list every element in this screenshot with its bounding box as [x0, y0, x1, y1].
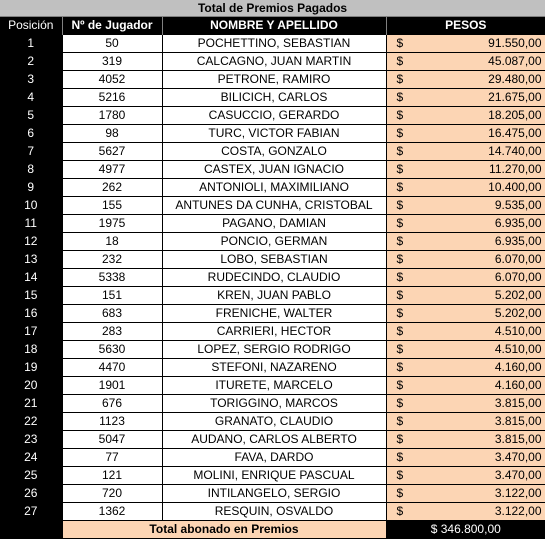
total-blank-cell [0, 521, 62, 539]
table-row [0, 485, 545, 503]
amount-cell [386, 89, 545, 107]
position-cell: 23 [0, 431, 62, 449]
amount-cell [386, 359, 545, 377]
amount-cell [386, 71, 545, 89]
amount-cell [386, 107, 545, 125]
table-row [0, 179, 545, 197]
amount-value: 10.400,00 [488, 180, 542, 194]
amount-value: 45.087,00 [488, 54, 542, 68]
amount-value: 3.122,00 [494, 504, 542, 518]
table-row [0, 431, 545, 449]
position-cell: 27 [0, 503, 62, 521]
amount-cell [386, 377, 545, 395]
player-number-cell: 1362 [62, 503, 162, 521]
currency-symbol: $ [396, 486, 404, 500]
player-name-cell: INTILANGELO, SERGIO [162, 485, 386, 503]
amount-cell [386, 143, 545, 161]
player-name-cell: POCHETTINO, SEBASTIAN [162, 35, 386, 53]
player-number-cell: 1975 [62, 215, 162, 233]
player-name-cell: PETRONE, RAMIRO [162, 71, 386, 89]
currency-symbol: $ [396, 450, 404, 464]
player-name-cell: ITURETE, MARCELO [162, 377, 386, 395]
player-number-cell: 18 [62, 233, 162, 251]
position-cell: 18 [0, 341, 62, 359]
table-row [0, 449, 545, 467]
table-row [0, 413, 545, 431]
amount-value: 5.202,00 [494, 306, 542, 320]
table-row [0, 107, 545, 125]
position-cell: 2 [0, 53, 62, 71]
amount-value: 14.740,00 [488, 144, 542, 158]
table-row [0, 197, 545, 215]
table-row [0, 377, 545, 395]
currency-symbol: $ [396, 180, 404, 194]
amount-cell [386, 287, 545, 305]
amount-cell [386, 35, 545, 53]
position-cell: 6 [0, 125, 62, 143]
player-name-cell: BILICICH, CARLOS [162, 89, 386, 107]
table-row [0, 503, 545, 521]
amount-value: 18.205,00 [488, 108, 542, 122]
currency-symbol: $ [396, 252, 404, 266]
player-name-cell: ANTONIOLI, MAXIMILIANO [162, 179, 386, 197]
table-row [0, 269, 545, 287]
currency-symbol: $ [396, 36, 404, 50]
currency-symbol: $ [396, 468, 404, 482]
currency-symbol: $ [396, 162, 404, 176]
total-label: Total abonado en Premios [62, 521, 386, 539]
table-row [0, 233, 545, 251]
currency-symbol: $ [396, 306, 404, 320]
table-row [0, 215, 545, 233]
player-number-cell: 4052 [62, 71, 162, 89]
amount-cell [386, 485, 545, 503]
header-jugador: Nº de Jugador [62, 17, 162, 35]
currency-symbol: $ [396, 72, 404, 86]
player-number-cell: 319 [62, 53, 162, 71]
amount-cell [386, 161, 545, 179]
amount-cell [386, 467, 545, 485]
position-cell: 24 [0, 449, 62, 467]
amount-cell [386, 53, 545, 71]
player-name-cell: TURC, VICTOR FABIAN [162, 125, 386, 143]
header-nombre: NOMBRE Y APELLIDO [162, 17, 386, 35]
position-cell: 3 [0, 71, 62, 89]
amount-value: 3.122,00 [494, 486, 542, 500]
amount-cell [386, 125, 545, 143]
position-cell: 25 [0, 467, 62, 485]
amount-cell [386, 215, 545, 233]
player-name-cell: FRENICHE, WALTER [162, 305, 386, 323]
player-number-cell: 4470 [62, 359, 162, 377]
player-number-cell: 283 [62, 323, 162, 341]
header-row [0, 17, 545, 35]
amount-cell [386, 179, 545, 197]
position-cell: 4 [0, 89, 62, 107]
player-name-cell: PAGANO, DAMIAN [162, 215, 386, 233]
player-number-cell: 155 [62, 197, 162, 215]
position-cell: 16 [0, 305, 62, 323]
player-name-cell: AUDANO, CARLOS ALBERTO [162, 431, 386, 449]
amount-cell [386, 233, 545, 251]
position-cell: 10 [0, 197, 62, 215]
position-cell: 22 [0, 413, 62, 431]
amount-cell [386, 323, 545, 341]
amount-value: 4.510,00 [494, 342, 542, 356]
table-row [0, 161, 545, 179]
amount-value: 29.480,00 [488, 72, 542, 86]
player-name-cell: RUDECINDO, CLAUDIO [162, 269, 386, 287]
currency-symbol: $ [396, 270, 404, 284]
table-row [0, 467, 545, 485]
amount-value: 3.470,00 [494, 450, 542, 464]
table-row [0, 143, 545, 161]
position-cell: 26 [0, 485, 62, 503]
position-cell: 7 [0, 143, 62, 161]
amount-value: 11.270,00 [489, 162, 542, 176]
player-number-cell: 5338 [62, 269, 162, 287]
position-cell: 13 [0, 251, 62, 269]
player-name-cell: LOPEZ, SERGIO RODRIGO [162, 341, 386, 359]
player-number-cell: 50 [62, 35, 162, 53]
player-name-cell: MOLINI, ENRIQUE PASCUAL [162, 467, 386, 485]
amount-cell [386, 341, 545, 359]
amount-value: 5.202,00 [494, 288, 542, 302]
position-cell: 15 [0, 287, 62, 305]
currency-symbol: $ [396, 432, 404, 446]
player-number-cell: 4977 [62, 161, 162, 179]
amount-cell [386, 251, 545, 269]
currency-symbol: $ [396, 198, 404, 212]
currency-symbol: $ [396, 504, 404, 518]
amount-cell [386, 503, 545, 521]
amount-cell [386, 431, 545, 449]
player-name-cell: ANTUNES DA CUNHA, CRISTOBAL [162, 197, 386, 215]
table-row [0, 359, 545, 377]
amount-value: 3.815,00 [494, 432, 542, 446]
player-number-cell: 5630 [62, 341, 162, 359]
currency-symbol: $ [396, 360, 404, 374]
player-number-cell: 5216 [62, 89, 162, 107]
amount-value: 3.815,00 [494, 414, 542, 428]
table-title: Total de Premios Pagados [0, 0, 545, 17]
table-row [0, 71, 545, 89]
currency-symbol: $ [396, 396, 404, 410]
position-cell: 9 [0, 179, 62, 197]
table-row [0, 323, 545, 341]
currency-symbol: $ [396, 54, 404, 68]
position-cell: 8 [0, 161, 62, 179]
player-name-cell: CASTEX, JUAN IGNACIO [162, 161, 386, 179]
header-posicion: Posición [0, 17, 62, 35]
amount-value: 4.510,00 [494, 324, 542, 338]
table-row [0, 287, 545, 305]
currency-symbol: $ [396, 216, 404, 230]
player-name-cell: PONCIO, GERMAN [162, 233, 386, 251]
player-number-cell: 683 [62, 305, 162, 323]
player-number-cell: 720 [62, 485, 162, 503]
table-row [0, 89, 545, 107]
player-number-cell: 262 [62, 179, 162, 197]
position-cell: 1 [0, 35, 62, 53]
player-number-cell: 151 [62, 287, 162, 305]
currency-symbol: $ [396, 234, 404, 248]
table-row [0, 35, 545, 53]
amount-value: 21.675,00 [488, 90, 542, 104]
amount-cell [386, 305, 545, 323]
player-name-cell: LOBO, SEBASTIAN [162, 251, 386, 269]
table-row [0, 395, 545, 413]
player-number-cell: 5047 [62, 431, 162, 449]
amount-value: 3.470,00 [494, 468, 542, 482]
position-cell: 14 [0, 269, 62, 287]
player-number-cell: 1901 [62, 377, 162, 395]
amount-value: 6.935,00 [494, 234, 542, 248]
player-number-cell: 98 [62, 125, 162, 143]
amount-cell [386, 197, 545, 215]
title-row [0, 0, 545, 17]
player-name-cell: COSTA, GONZALO [162, 143, 386, 161]
player-number-cell: 121 [62, 467, 162, 485]
amount-cell [386, 413, 545, 431]
table-body [0, 35, 545, 521]
position-cell: 11 [0, 215, 62, 233]
position-cell: 20 [0, 377, 62, 395]
amount-value: 4.160,00 [494, 378, 542, 392]
table-row [0, 341, 545, 359]
amount-value: 6.935,00 [494, 216, 542, 230]
table-row [0, 125, 545, 143]
amount-value: 91.550,00 [488, 36, 542, 50]
position-cell: 21 [0, 395, 62, 413]
amount-cell [386, 395, 545, 413]
total-value: $ 346.800,00 [386, 521, 545, 539]
header-pesos: PESOS [386, 17, 545, 35]
table-row [0, 53, 545, 71]
player-name-cell: STEFONI, NAZARENO [162, 359, 386, 377]
currency-symbol: $ [396, 378, 404, 392]
table-row [0, 305, 545, 323]
amount-value: 16.475,00 [488, 126, 542, 140]
currency-symbol: $ [396, 126, 404, 140]
player-name-cell: RESQUIN, OSVALDO [162, 503, 386, 521]
amount-value: 3.815,00 [494, 396, 542, 410]
currency-symbol: $ [396, 288, 404, 302]
player-name-cell: FAVA, DARDO [162, 449, 386, 467]
currency-symbol: $ [396, 90, 404, 104]
currency-symbol: $ [396, 414, 404, 428]
amount-value: 9.535,00 [494, 198, 542, 212]
player-name-cell: TORIGGINO, MARCOS [162, 395, 386, 413]
position-cell: 19 [0, 359, 62, 377]
player-number-cell: 77 [62, 449, 162, 467]
player-number-cell: 5627 [62, 143, 162, 161]
player-number-cell: 1123 [62, 413, 162, 431]
player-number-cell: 232 [62, 251, 162, 269]
currency-symbol: $ [396, 144, 404, 158]
player-name-cell: GRANATO, CLAUDIO [162, 413, 386, 431]
amount-value: 6.070,00 [494, 252, 542, 266]
player-number-cell: 676 [62, 395, 162, 413]
total-row [0, 521, 545, 539]
amount-cell [386, 269, 545, 287]
player-name-cell: CALCAGNO, JUAN MARTIN [162, 53, 386, 71]
currency-symbol: $ [396, 342, 404, 356]
position-cell: 17 [0, 323, 62, 341]
amount-cell [386, 449, 545, 467]
player-number-cell: 1780 [62, 107, 162, 125]
currency-symbol: $ [396, 108, 404, 122]
position-cell: 12 [0, 233, 62, 251]
player-name-cell: CARRIERI, HECTOR [162, 323, 386, 341]
currency-symbol: $ [396, 324, 404, 338]
player-name-cell: KREN, JUAN PABLO [162, 287, 386, 305]
player-name-cell: CASUCCIO, GERARDO [162, 107, 386, 125]
table-row [0, 251, 545, 269]
amount-value: 4.160,00 [494, 360, 542, 374]
position-cell: 5 [0, 107, 62, 125]
amount-value: 6.070,00 [494, 270, 542, 284]
